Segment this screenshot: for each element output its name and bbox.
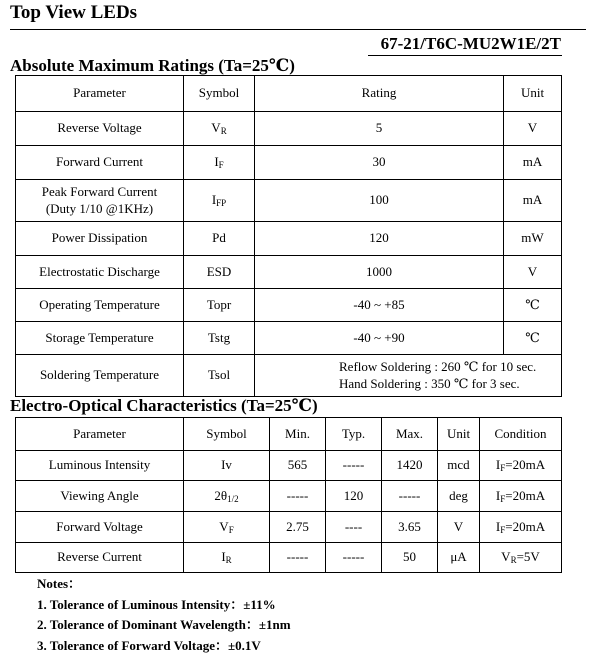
unit-cell: mW <box>504 222 562 256</box>
note-item: 3. Tolerance of Forward Voltage：±0.1V <box>37 637 261 653</box>
param-cell: Forward Voltage <box>16 512 184 543</box>
condition-sub: F <box>500 463 506 474</box>
condition-main: V <box>501 549 511 565</box>
symbol-main: V <box>211 120 221 136</box>
condition-main: I <box>495 518 501 534</box>
symbol-sub: R <box>220 126 227 137</box>
note-item: 2. Tolerance of Dominant Wavelength：±1nm <box>37 617 291 632</box>
table-row <box>16 112 562 146</box>
notes-heading: Notes： <box>37 576 82 591</box>
symbol-cell <box>184 180 255 222</box>
table-row <box>16 512 562 543</box>
symbol-main: I <box>214 154 219 170</box>
param-cell: Soldering Temperature <box>16 355 184 397</box>
unit-cell: V <box>504 256 562 289</box>
unit-cell: ℃ <box>504 322 562 355</box>
title-rule <box>10 29 586 30</box>
symbol-sub: FP <box>216 198 227 209</box>
max-cell: 50 <box>382 543 438 573</box>
min-cell: ----- <box>270 543 326 573</box>
symbol-cell: Tsol <box>184 355 255 397</box>
header-min: Min. <box>270 418 326 451</box>
param-cell: Viewing Angle <box>16 481 184 512</box>
param-cell: Reverse Voltage <box>16 112 184 146</box>
typ-cell: ---- <box>326 512 382 543</box>
abs-max-heading: Absolute Maximum Ratings (Ta=25℃) <box>10 56 295 75</box>
table-row <box>16 146 562 180</box>
param-line: Peak Forward Current <box>41 184 158 200</box>
table-row <box>16 543 562 573</box>
abs-max-table <box>15 75 562 397</box>
part-number: 67-21/T6C-MU2W1E/2T <box>380 34 561 53</box>
rating-cell: -40 ~ +90 <box>255 322 504 355</box>
condition-sub: R <box>510 555 517 566</box>
header-symbol: Symbol <box>184 418 270 451</box>
symbol-cell: Iv <box>184 451 270 481</box>
param-cell: Operating Temperature <box>16 289 184 322</box>
rating-cell: 100 <box>255 180 504 222</box>
symbol-sub: F <box>228 524 234 535</box>
symbol-main: I <box>221 549 226 565</box>
typ-cell: ----- <box>326 543 382 573</box>
rating-line: Reflow Soldering : 260 ℃ for 10 sec. <box>339 359 537 375</box>
notes-block <box>37 574 291 656</box>
eo-header-row <box>16 418 562 451</box>
unit-cell: mA <box>504 146 562 180</box>
param-cell: Reverse Current <box>16 543 184 573</box>
symbol-cell: ESD <box>184 256 255 289</box>
symbol-cell: Pd <box>184 222 255 256</box>
unit-cell: V <box>504 112 562 146</box>
header-condition: Condition <box>480 418 562 451</box>
unit-cell: mA <box>504 180 562 222</box>
table-row <box>16 481 562 512</box>
table-row <box>16 355 562 397</box>
table-row <box>16 256 562 289</box>
rating-cell: 30 <box>255 146 504 180</box>
abs-max-header-row <box>16 76 562 112</box>
param-cell: Luminous Intensity <box>16 451 184 481</box>
min-cell: 2.75 <box>270 512 326 543</box>
param-line: (Duty 1/10 @1KHz) <box>45 200 154 216</box>
table-row <box>16 289 562 322</box>
symbol-cell: Topr <box>184 289 255 322</box>
rating-cell: 120 <box>255 222 504 256</box>
max-cell: 3.65 <box>382 512 438 543</box>
typ-cell: 120 <box>326 481 382 512</box>
condition-cell <box>480 481 562 512</box>
condition-rest: =20mA <box>505 457 546 473</box>
rating-cell: 1000 <box>255 256 504 289</box>
condition-rest: =20mA <box>505 487 546 503</box>
symbol-cell <box>184 146 255 180</box>
table-row <box>16 180 562 222</box>
eo-table <box>15 417 562 573</box>
unit-cell: ℃ <box>504 289 562 322</box>
min-cell: ----- <box>270 481 326 512</box>
eo-heading: Electro-Optical Characteristics (Ta=25℃) <box>10 396 318 415</box>
condition-sub: F <box>500 493 506 504</box>
part-number-underline <box>368 55 562 56</box>
header-symbol: Symbol <box>184 76 255 112</box>
symbol-sub: F <box>218 160 224 171</box>
condition-rest: =20mA <box>505 518 546 534</box>
rating-line: Hand Soldering : 350 ℃ for 3 sec. <box>339 375 520 391</box>
symbol-cell <box>184 112 255 146</box>
condition-main: I <box>495 487 501 503</box>
header-parameter: Parameter <box>16 76 184 112</box>
condition-cell <box>480 543 562 573</box>
symbol-cell <box>184 481 270 512</box>
param-cell: Storage Temperature <box>16 322 184 355</box>
rating-cell: 5 <box>255 112 504 146</box>
condition-rest: =5V <box>516 549 540 565</box>
header-parameter: Parameter <box>16 418 184 451</box>
table-row <box>16 451 562 481</box>
unit-cell: mcd <box>438 451 480 481</box>
param-cell: Electrostatic Discharge <box>16 256 184 289</box>
condition-main: I <box>495 457 501 473</box>
typ-cell: ----- <box>326 451 382 481</box>
header-rating: Rating <box>255 76 504 112</box>
symbol-main: 2θ <box>214 487 228 503</box>
symbol-sub: R <box>225 555 232 566</box>
header-unit: Unit <box>504 76 562 112</box>
symbol-main: I <box>211 192 217 208</box>
unit-cell: V <box>438 512 480 543</box>
symbol-cell <box>184 543 270 573</box>
condition-cell <box>480 512 562 543</box>
symbol-sub: 1/2 <box>227 493 239 504</box>
unit-cell: μA <box>438 543 480 573</box>
param-cell <box>16 180 184 222</box>
condition-cell <box>480 451 562 481</box>
min-cell: 565 <box>270 451 326 481</box>
table-row <box>16 222 562 256</box>
unit-cell: deg <box>438 481 480 512</box>
rating-cell: -40 ~ +85 <box>255 289 504 322</box>
table-row <box>16 322 562 355</box>
symbol-main: V <box>219 518 229 534</box>
header-max: Max. <box>382 418 438 451</box>
note-item: 1. Tolerance of Luminous Intensity：±11% <box>37 596 276 612</box>
page-title: Top View LEDs <box>10 2 138 23</box>
header-unit: Unit <box>438 418 480 451</box>
param-cell: Power Dissipation <box>16 222 184 256</box>
condition-sub: F <box>500 524 506 535</box>
max-cell: ----- <box>382 481 438 512</box>
symbol-cell <box>184 512 270 543</box>
rating-cell <box>255 355 562 397</box>
param-cell: Forward Current <box>16 146 184 180</box>
max-cell: 1420 <box>382 451 438 481</box>
header-typ: Typ. <box>326 418 382 451</box>
symbol-cell: Tstg <box>184 322 255 355</box>
